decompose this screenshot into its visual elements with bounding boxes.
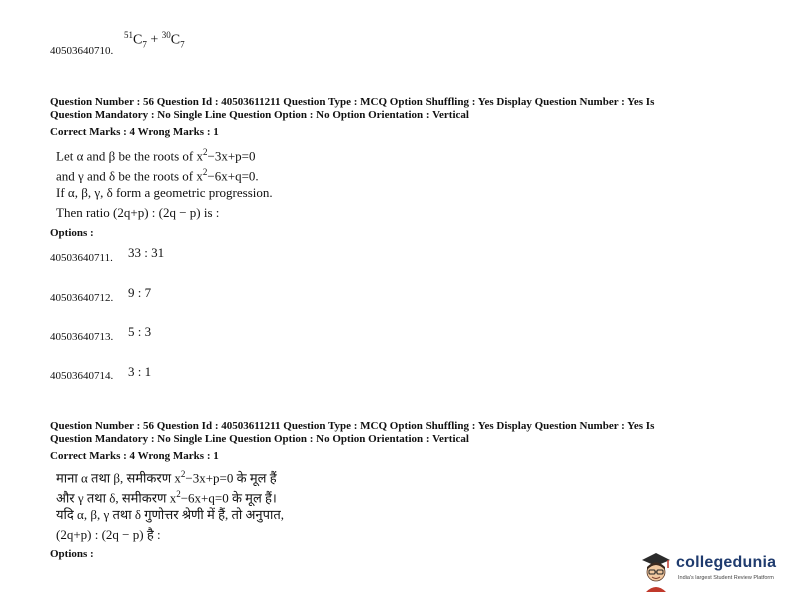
q2-line1-eq: −3x+p=0 के मूल हैं [185,470,277,486]
q1-line1-eq: −3x+p=0 [207,148,256,164]
prev-plus: + [150,32,159,48]
q2-meta-line1: Question Number : 56 Question Id : 40503611211 Question Type : MCQ Option Shuffling : Yes Display Question Number : Yes Is [50,420,655,432]
q1-line4: Then ratio (2q+p) : (2q − p) is : [56,205,220,220]
q1-meta-line1: Question Number : 56 Question Id : 40503611211 Question Type : MCQ Option Shuffling : Yes Display Question Number : Yes Is [50,96,655,108]
q1-option-value: 5 : 3 [128,324,152,339]
q1-line1-text: Let α and β be the roots of x [56,148,203,164]
q1-meta-line2: Question Mandatory : No Single Line Question Option : No Option Orientation : Vertical [50,109,469,121]
q2-marks: Correct Marks : 4 Wrong Marks : 1 [50,450,219,462]
q1-option-value: 33 : 31 [128,245,165,260]
q1-line3: If α, β, γ, δ form a geometric progression. [56,185,273,200]
prev-b-sub: 7 [180,39,185,50]
q2-line2-text: और γ तथा δ, समीकरण x [56,490,177,506]
q1-line1-sup: 2 [203,147,208,157]
q1-option-value: 9 : 7 [128,285,152,300]
prev-option-math [124,30,185,49]
q1-option-id: 40503640712. [50,292,114,304]
q2-line1-sup: 2 [180,469,186,479]
q1-option-id: 40503640714. [50,370,114,382]
q1-options-label: Options : [50,227,94,239]
q1-option-id: 40503640713. [50,331,114,343]
q2-meta-line2: Question Mandatory : No Single Line Question Option : No Option Orientation : Vertical [50,433,469,445]
q1-marks: Correct Marks : 4 Wrong Marks : 1 [50,126,219,138]
prev-a-sup: 51 [124,30,133,40]
q2-line1 [56,465,277,487]
logo-wordmark: collegedunia [676,554,777,571]
q1-option-value: 3 : 1 [128,364,152,379]
q1-line1 [56,143,256,165]
q1-line2-text: and γ and δ be the roots of x [56,168,203,184]
q1-line2 [56,163,259,185]
q2-line2-sup: 2 [176,489,181,499]
q1-option-id: 40503640711. [50,252,113,264]
q2-line4: (2q+p) : (2q − p) है : [56,527,161,542]
q2-line1-text: माना α तथा β, समीकरण x [56,470,181,486]
q2-line3: यदि α, β, γ तथा δ गुणोत्तर श्रेणी में हैं, तो अनुपात, [56,507,285,522]
prev-a-base: C [133,32,143,48]
q1-line2-eq: −6x+q=0. [207,168,259,184]
prev-b-base: C [170,32,181,48]
q2-line2-eq: −6x+q=0 के मूल हैं। [180,490,277,506]
prev-b-sup: 30 [161,30,171,40]
q2-options-label: Options : [50,548,94,560]
prev-option-id: 40503640710. [50,45,114,57]
collegedunia-logo [638,548,788,594]
logo-tagline: India's largest Student Review Platform [678,575,774,581]
q1-line2-sup: 2 [202,167,208,177]
graduate-mascot-icon [638,548,674,592]
q2-line2 [56,485,277,507]
prev-a-sub: 7 [142,39,147,50]
